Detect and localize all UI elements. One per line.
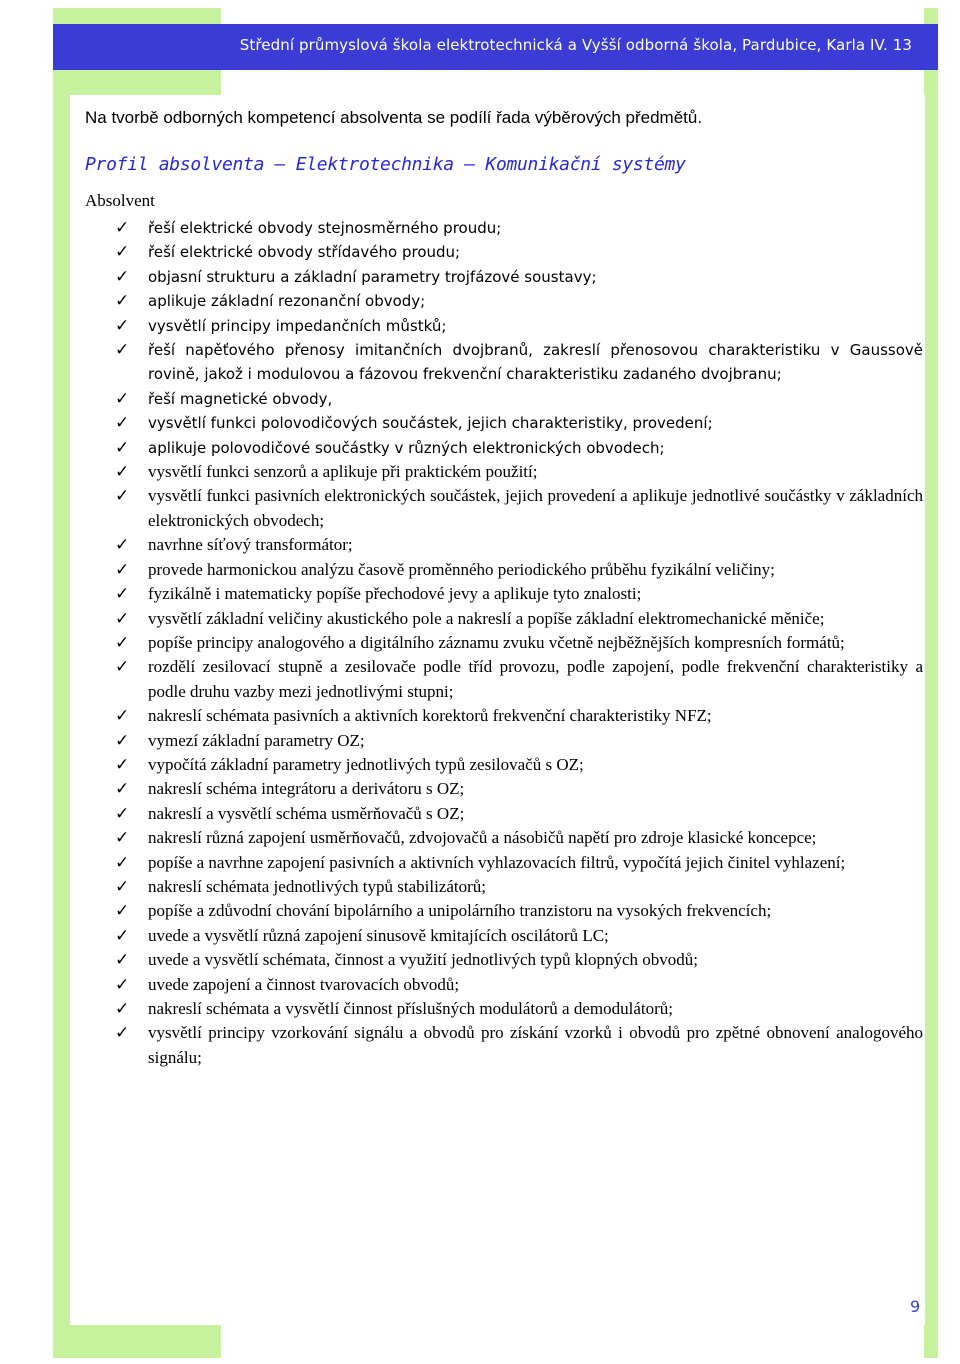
absolvent-label: Absolvent: [85, 191, 155, 210]
list-item: [70, 899, 925, 923]
page-header-bar: [53, 24, 938, 70]
checkmark-icon: ✓: [115, 974, 130, 995]
checkmark-icon: ✓: [115, 950, 130, 971]
checkmark-icon: ✓: [115, 315, 130, 336]
list-item-text: vysvětlí základní veličiny akustického pole a nakreslí a popíše základní elektromechanické měniče;: [148, 608, 825, 628]
list-item: [70, 973, 925, 997]
list-item: [70, 924, 925, 948]
list-item: [70, 997, 925, 1021]
checkmark-icon: ✓: [115, 218, 130, 238]
list-item-text: fyzikálně i matematicky popíše přechodové jevy a aplikuje tyto znalosti;: [148, 584, 642, 604]
checkmark-icon: ✓: [115, 584, 130, 605]
checkmark-icon: ✓: [115, 852, 130, 873]
checkmark-icon: ✓: [115, 535, 130, 556]
competency-list: [70, 216, 925, 1070]
list-item: [70, 558, 925, 582]
list-item-text: řeší elektrické obvody stejnosměrného proudu;: [148, 219, 502, 237]
checkmark-icon: ✓: [115, 608, 130, 629]
list-item: [70, 753, 925, 777]
checkmark-icon: ✓: [115, 388, 130, 409]
list-item: [70, 338, 925, 387]
intro-text: Na tvorbě odborných kompetencí absolventa se podílí řada výběrových předmětů.: [85, 108, 703, 127]
decorative-green-edge: [924, 8, 938, 1358]
list-item: [70, 314, 925, 338]
list-item: [70, 216, 925, 240]
list-item: [70, 484, 925, 533]
list-item-text: popíše principy analogového a digitálního záznamu zvuku včetně nejběžnějších kompresních formátů;: [148, 632, 845, 652]
list-item-text: provede harmonickou analýzu časově proměnného periodického průběhu fyzikální veličiny;: [148, 559, 775, 579]
list-item-text: rozdělí zesilovací stupně a zesilovače podle tříd provozu, podle zapojení, podle frekvenční charakteristiky a podle druhu vazby mezi jednotlivými stupni;: [148, 657, 923, 701]
profile-title: Profil absolventa – Elektrotechnika – Komunikační systémy: [85, 154, 686, 175]
checkmark-icon: ✓: [115, 559, 130, 580]
list-item: [70, 533, 925, 557]
checkmark-icon: ✓: [115, 901, 130, 922]
checkmark-icon: ✓: [115, 340, 130, 361]
list-item: [70, 875, 925, 899]
checkmark-icon: ✓: [115, 925, 130, 946]
list-item: [70, 240, 925, 264]
list-item-text: uvede zapojení a činnost tvarovacích obvodů;: [148, 974, 460, 994]
list-item: [70, 1021, 925, 1070]
list-item-text: nakreslí schémata pasivních a aktivních korektorů frekvenční charakteristiky NFZ;: [148, 706, 712, 726]
checkmark-icon: ✓: [115, 291, 130, 312]
list-item-text: vysvětlí principy vzorkování signálu a obvodů pro získání vzorků i obvodů pro zpětné obnovení analogového signálu;: [148, 1023, 923, 1067]
list-item: [70, 948, 925, 972]
list-item-text: nakreslí různá zapojení usměrňovačů, zdvojovačů a násobičů napětí pro zdroje klasické koncepce;: [148, 828, 817, 848]
list-item: [70, 289, 925, 313]
list-item: [70, 826, 925, 850]
list-item-text: řeší magnetické obvody,: [148, 389, 333, 408]
checkmark-icon: ✓: [115, 999, 130, 1019]
list-item-text: vymezí základní parametry OZ;: [148, 730, 365, 750]
checkmark-icon: ✓: [115, 803, 130, 824]
checkmark-icon: ✓: [115, 632, 130, 653]
list-item: [70, 655, 925, 704]
checkmark-icon: ✓: [115, 706, 130, 727]
list-item: [70, 729, 925, 753]
list-item-text: vysvětlí funkci polovodičových součástek, jejich charakteristiky, provedení;: [148, 414, 713, 433]
list-item-text: řeší elektrické obvody střídavého proudu;: [148, 243, 461, 262]
list-item: [70, 704, 925, 728]
list-item: [70, 582, 925, 606]
checkmark-icon: ✓: [115, 266, 130, 287]
list-item: [70, 265, 925, 289]
checkmark-icon: ✓: [115, 828, 130, 849]
list-item-text: nakreslí a vysvětlí schéma usměrňovačů s OZ;: [148, 803, 465, 823]
list-item: [70, 851, 925, 875]
list-item-text: aplikuje základní rezonanční obvody;: [148, 292, 426, 311]
list-item-text: vypočítá základní parametry jednotlivých typů zesilovačů s OZ;: [148, 754, 584, 774]
list-item-text: vysvětlí principy impedančních můstků;: [148, 316, 447, 335]
list-item: [70, 387, 925, 411]
list-item-text: navrhne síťový transformátor;: [148, 535, 353, 555]
checkmark-icon: ✓: [115, 1023, 130, 1044]
list-item-text: popíše a navrhne zapojení pasivních a aktivních vyhlazovacích filtrů, vypočítá jejich činitel vyhlazení;: [148, 852, 846, 872]
list-item: [70, 411, 925, 435]
list-item: [70, 631, 925, 655]
checkmark-icon: ✓: [115, 876, 130, 897]
school-name: Střední průmyslová škola elektrotechnická a Vyšší odborná škola, Pardubice, Karla IV. 13: [239, 36, 912, 54]
list-item-text: nakreslí schéma integrátoru a derivátoru s OZ;: [148, 779, 465, 799]
list-item-text: uvede a vysvětlí různá zapojení sinusově kmitajících oscilátorů LC;: [148, 925, 609, 945]
list-item-text: vysvětlí funkci pasivních elektronických součástek, jejich provedení a aplikuje jednotlivé součástky v základních elektronických obvodech;: [148, 486, 923, 530]
list-item-text: nakreslí schémata jednotlivých typů stabilizátorů;: [148, 876, 487, 896]
checkmark-icon: ✓: [115, 462, 130, 483]
list-item-text: vysvětlí funkci senzorů a aplikuje při praktickém použití;: [148, 462, 538, 482]
list-item: [70, 802, 925, 826]
checkmark-icon: ✓: [115, 242, 130, 263]
checkmark-icon: ✓: [115, 413, 130, 434]
checkmark-icon: ✓: [115, 437, 130, 458]
list-item-text: objasní strukturu a základní parametry trojfázové soustavy;: [148, 267, 597, 286]
list-item: [70, 436, 925, 460]
list-item: [70, 777, 925, 801]
checkmark-icon: ✓: [115, 754, 130, 775]
list-item-text: nakreslí schémata a vysvětlí činnost příslušných modulátorů a demodulátorů;: [148, 999, 673, 1018]
list-item-text: uvede a vysvětlí schémata, činnost a využití jednotlivých typů klopných obvodů;: [148, 950, 699, 970]
list-item: [70, 607, 925, 631]
list-item-text: popíše a zdůvodní chování bipolárního a unipolárního tranzistoru na vysokých frekvencích;: [148, 901, 772, 921]
checkmark-icon: ✓: [115, 779, 130, 800]
checkmark-icon: ✓: [115, 486, 130, 507]
page-number: 9: [910, 1297, 921, 1316]
list-item: [70, 460, 925, 484]
list-item-text: aplikuje polovodičové součástky v různých elektronických obvodech;: [148, 438, 665, 457]
page-content: [70, 95, 925, 1325]
checkmark-icon: ✓: [115, 657, 130, 678]
checkmark-icon: ✓: [115, 730, 130, 751]
list-item-text: řeší napěťového přenosy imitančních dvojbranů, zakreslí přenosovou charakteristiku v Gaussově rovině, jakož i modulovou a fázovou frekvenční charakteristiku zadaného dvojbranu;: [148, 341, 923, 384]
